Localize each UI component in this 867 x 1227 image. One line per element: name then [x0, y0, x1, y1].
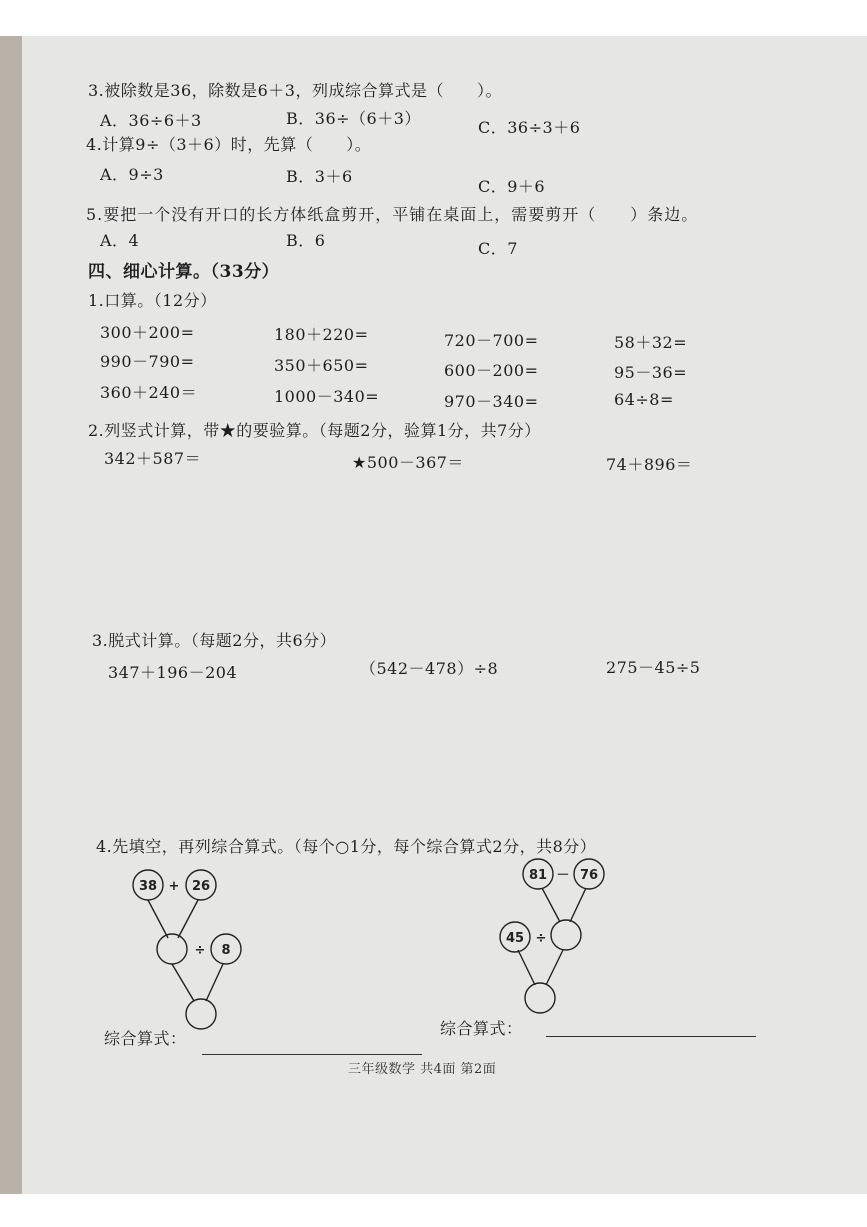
vertical-calc-title: 2.列竖式计算，带★的要验算。（每题2分，验算1分，共7分）	[88, 421, 541, 440]
number-label: 26	[191, 879, 211, 894]
page-left-edge	[0, 36, 22, 1194]
step-calc-item: 347＋196－204	[108, 663, 238, 682]
question-5-text: 5.要把一个没有开口的长方体纸盒剪开，平铺在桌面上，需要剪开（ ）条边。	[86, 205, 699, 224]
oral-item: 350＋650=	[274, 356, 369, 375]
question-3-option-b: B．36÷（6＋3）	[286, 109, 421, 128]
number-label: 45	[505, 931, 525, 946]
operator-label: －	[556, 868, 570, 883]
question-3-text: 3.被除数是36，除数是6＋3，列成综合算式是（ ）。	[88, 81, 502, 100]
question-3-option-a: A．36÷6＋3	[100, 111, 202, 130]
oral-item: 64÷8=	[614, 390, 674, 409]
combined-formula-label-right: 综合算式：	[440, 1019, 523, 1038]
combined-formula-label-left: 综合算式：	[104, 1029, 187, 1048]
operation-tree-left	[120, 860, 260, 1040]
step-calc-item: 275－45÷5	[606, 658, 701, 677]
question-5-option-a: A．4	[100, 231, 140, 250]
page-footer: 三年级数学 共4面 第2面	[348, 1062, 497, 1077]
blank-circle[interactable]	[525, 983, 555, 1013]
oral-item: 360＋240＝	[100, 383, 198, 402]
tree-branch-line	[206, 964, 223, 1001]
tree-branch-line	[546, 950, 563, 985]
number-label: 81	[528, 868, 548, 883]
number-label: 76	[579, 868, 599, 883]
oral-item: 1000－340=	[274, 387, 380, 406]
question-4-option-b: B．3＋6	[286, 167, 353, 186]
step-calc-title: 3.脱式计算。（每题2分，共6分）	[92, 631, 337, 650]
number-label: 8	[221, 943, 231, 958]
question-5-option-c: C．7	[478, 239, 518, 258]
operator-label: +	[168, 879, 180, 894]
number-label: 38	[138, 879, 158, 894]
oral-calc-title: 1.口算。（12分）	[88, 291, 217, 310]
question-4-option-c: C．9＋6	[478, 177, 546, 196]
vertical-calc-item: 342＋587＝	[104, 449, 202, 468]
oral-item: 970－340=	[444, 392, 539, 411]
oral-item: 300＋200=	[100, 323, 195, 342]
tree-branch-line	[542, 888, 560, 922]
operator-label: ÷	[194, 943, 206, 958]
answer-line-right[interactable]	[546, 1036, 756, 1037]
question-5-option-b: B．6	[286, 231, 326, 250]
blank-circle[interactable]	[157, 934, 187, 964]
oral-item: 58＋32=	[614, 333, 688, 352]
oral-item: 990－790=	[100, 352, 195, 371]
vertical-calc-item: ★500－367＝	[352, 453, 464, 472]
operator-label: ÷	[535, 931, 547, 946]
oral-item: 180＋220=	[274, 325, 369, 344]
oral-item: 720－700=	[444, 331, 539, 350]
question-4-option-a: A．9÷3	[100, 165, 164, 184]
tree-branch-line	[172, 964, 194, 1001]
section-4-title: 四、细心计算。（33分）	[88, 262, 280, 282]
tree-branch-line	[148, 900, 168, 938]
tree-branch-line	[570, 888, 586, 922]
blank-circle[interactable]	[186, 999, 216, 1029]
tree-branch-line	[178, 900, 198, 938]
tree-branch-line	[518, 950, 535, 985]
question-4-text: 4.计算9÷（3＋6）时，先算（ ）。	[86, 135, 372, 154]
answer-line-left[interactable]	[202, 1054, 422, 1055]
operation-tree-right	[490, 850, 630, 1030]
fill-tree-title: 4.先填空，再列综合算式。（每个○1分，每个综合算式2分，共8分）	[96, 837, 597, 856]
vertical-calc-item: 74＋896＝	[606, 455, 693, 474]
oral-item: 95－36=	[614, 363, 688, 382]
step-calc-item: （542－478）÷8	[360, 659, 499, 678]
blank-circle[interactable]	[551, 920, 581, 950]
oral-item: 600－200=	[444, 361, 539, 380]
question-3-option-c: C．36÷3＋6	[478, 118, 581, 137]
